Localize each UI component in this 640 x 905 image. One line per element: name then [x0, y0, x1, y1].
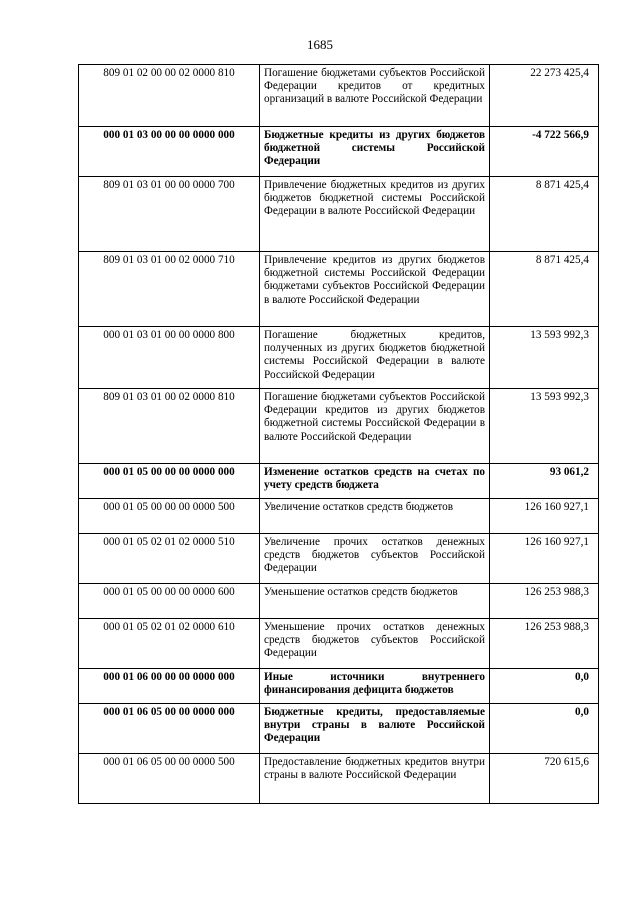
- table-row: [79, 619, 599, 669]
- budget-item-name: Предоставление бюджетных кредитов внутри страны в валюте Российской Федерации: [260, 754, 490, 804]
- table-row: [79, 389, 599, 464]
- budget-code: 000 01 05 00 00 00 0000 600: [79, 584, 260, 619]
- budget-code: 000 01 05 00 00 00 0000 500: [79, 499, 260, 534]
- budget-amount: 93 061,2: [490, 464, 599, 499]
- budget-sources-table: [78, 64, 599, 804]
- table-row: [79, 584, 599, 619]
- budget-item-name: Уменьшение остатков средств бюджетов: [260, 584, 490, 619]
- table-row: [79, 127, 599, 177]
- budget-item-name: Увеличение прочих остатков денежных средств бюджетов субъектов Российской Федерации: [260, 534, 490, 584]
- budget-item-name: Увеличение остатков средств бюджетов: [260, 499, 490, 534]
- budget-amount: 8 871 425,4: [490, 252, 599, 327]
- budget-item-name: Привлечение кредитов из других бюджетов бюджетной системы Российской Федерации бюджетами субъектов Российской Федерации в валюте Российской Федерации: [260, 252, 490, 327]
- budget-code: 000 01 03 00 00 00 0000 000: [79, 127, 260, 177]
- table-row: [79, 499, 599, 534]
- budget-item-name: Изменение остатков средств на счетах по учету средств бюджета: [260, 464, 490, 499]
- budget-code: 809 01 03 01 00 02 0000 710: [79, 252, 260, 327]
- budget-amount: 0,0: [490, 669, 599, 704]
- table-row: [79, 65, 599, 127]
- budget-amount: 720 615,6: [490, 754, 599, 804]
- budget-item-name: Уменьшение прочих остатков денежных средств бюджетов субъектов Российской Федерации: [260, 619, 490, 669]
- budget-code: 809 01 02 00 00 02 0000 810: [79, 65, 260, 127]
- table-row: [79, 669, 599, 704]
- budget-item-name: Бюджетные кредиты из других бюджетов бюджетной системы Российской Федерации: [260, 127, 490, 177]
- budget-item-name: Бюджетные кредиты, предоставляемые внутри страны в валюте Российской Федерации: [260, 704, 490, 754]
- budget-amount: 8 871 425,4: [490, 177, 599, 252]
- budget-code: 809 01 03 01 00 00 0000 700: [79, 177, 260, 252]
- budget-code: 809 01 03 01 00 02 0000 810: [79, 389, 260, 464]
- budget-code: 000 01 06 05 00 00 0000 000: [79, 704, 260, 754]
- budget-item-name: Погашение бюджетами субъектов Российской Федерации кредитов из других бюджетов бюджетной системы Российской Федерации в валюте Российской Федерации: [260, 389, 490, 464]
- budget-amount: 126 253 988,3: [490, 584, 599, 619]
- table-row: [79, 252, 599, 327]
- budget-sources-table-body: [79, 65, 599, 804]
- budget-amount: 22 273 425,4: [490, 65, 599, 127]
- table-row: [79, 464, 599, 499]
- budget-amount: 126 160 927,1: [490, 499, 599, 534]
- budget-item-name: Погашение бюджетами субъектов Российской Федерации кредитов от кредитных организаций в валюте Российской Федерации: [260, 65, 490, 127]
- budget-item-name: Погашение бюджетных кредитов, полученных из других бюджетов бюджетной системы Российской Федерации в валюте Российской Федерации: [260, 327, 490, 389]
- budget-amount: 13 593 992,3: [490, 389, 599, 464]
- table-row: [79, 704, 599, 754]
- budget-item-name: Иные источники внутреннего финансирования дефицита бюджетов: [260, 669, 490, 704]
- budget-item-name: Привлечение бюджетных кредитов из других бюджетов бюджетной системы Российской Федерации в валюте Российской Федерации: [260, 177, 490, 252]
- budget-code: 000 01 05 02 01 02 0000 510: [79, 534, 260, 584]
- table-row: [79, 534, 599, 584]
- page-number: 1685: [307, 37, 333, 52]
- table-row: [79, 754, 599, 804]
- budget-code: 000 01 03 01 00 00 0000 800: [79, 327, 260, 389]
- budget-amount: 13 593 992,3: [490, 327, 599, 389]
- budget-amount: -4 722 566,9: [490, 127, 599, 177]
- budget-amount: 126 160 927,1: [490, 534, 599, 584]
- budget-code: 000 01 06 05 00 00 0000 500: [79, 754, 260, 804]
- budget-code: 000 01 06 00 00 00 0000 000: [79, 669, 260, 704]
- budget-amount: 126 253 988,3: [490, 619, 599, 669]
- table-row: [79, 177, 599, 252]
- budget-code: 000 01 05 00 00 00 0000 000: [79, 464, 260, 499]
- table-row: [79, 327, 599, 389]
- budget-code: 000 01 05 02 01 02 0000 610: [79, 619, 260, 669]
- budget-amount: 0,0: [490, 704, 599, 754]
